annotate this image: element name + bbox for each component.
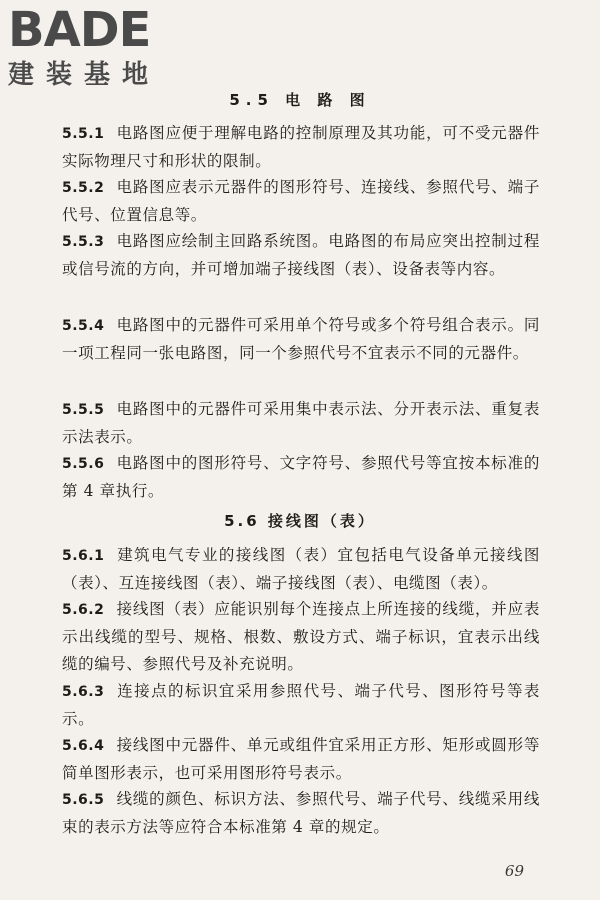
- clause-text: 建筑电气专业的接线图（表）宜包括电气设备单元接线图（表）、互连接线图（表）、端子接线图（表）、电缆图（表）。: [62, 546, 540, 592]
- clause-number: 5.6.4: [62, 738, 105, 754]
- logo-word: BADE: [8, 2, 151, 58]
- clause-number: 5.5.4: [62, 318, 105, 334]
- clause-number: 5.5.2: [62, 180, 105, 196]
- clause-number: 5.6.3: [62, 684, 105, 700]
- clause-5-6-3: [62, 678, 540, 733]
- clause-text: 电路图中的元器件可采用单个符号或多个符号组合表示。同一项工程同一张电路图，同一个参照代号不宜表示不同的元器件。: [62, 316, 540, 362]
- clause-5-5-6: [62, 450, 540, 505]
- clause-5-6-2: [62, 596, 540, 678]
- clause-number: 5.5.5: [62, 402, 105, 418]
- section-title-5-5: 5.5 电 路 图: [229, 91, 371, 109]
- clause-number: 5.5.3: [62, 234, 105, 250]
- clause-text: 电路图中的图形符号、文字符号、参照代号等宜按本标准的第 4 章执行。: [62, 454, 540, 500]
- clause-text: 电路图应表示元器件的图形符号、连接线、参照代号、端子代号、位置信息等。: [62, 178, 540, 224]
- clause-number: 5.6.2: [62, 602, 105, 618]
- clause-text: 接线图（表）应能识别每个连接点上所连接的线缆，并应表示出线缆的型号、规格、根数、敷设方式、端子标识，宜表示出线缆的编号、参照代号及补充说明。: [62, 600, 540, 673]
- page-number: 69: [504, 862, 524, 880]
- logo-subtitle: 建装基地: [8, 60, 161, 90]
- clause-text: 接线图中元器件、单元或组件宜采用正方形、矩形或圆形等简单图形表示，也可采用图形符号表示。: [62, 736, 540, 782]
- section-title-5-6: 5.6 接线图（表）: [224, 512, 376, 530]
- clause-5-5-4: [62, 312, 540, 367]
- clause-5-5-2: [62, 174, 540, 229]
- clause-text: 电路图中的元器件可采用集中表示法、分开表示法、重复表示法表示。: [62, 400, 540, 446]
- clause-text: 电路图应绘制主回路系统图。电路图的布局应突出控制过程或信号流的方向，并可增加端子接线图（表）、设备表等内容。: [62, 232, 540, 278]
- clause-5-6-4: [62, 732, 540, 787]
- clause-5-6-5: [62, 786, 540, 841]
- clause-text: 电路图应便于理解电路的控制原理及其功能，可不受元器件实际物理尺寸和形状的限制。: [62, 124, 540, 170]
- watermark-logo: [8, 4, 178, 91]
- clause-5-5-5: [62, 396, 540, 451]
- clause-number: 5.5.1: [62, 126, 105, 142]
- clause-number: 5.6.1: [62, 548, 105, 564]
- clause-text: 连接点的标识宜采用参照代号、端子代号、图形符号等表示。: [62, 682, 540, 728]
- clause-number: 5.6.5: [62, 792, 105, 808]
- clause-5-5-3: [62, 228, 540, 283]
- clause-number: 5.5.6: [62, 456, 105, 472]
- clause-5-6-1: [62, 542, 540, 597]
- clause-5-5-1: [62, 120, 540, 175]
- clause-text: 线缆的颜色、标识方法、参照代号、端子代号、线缆采用线束的表示方法等应符合本标准第 4 章的规定。: [62, 790, 540, 836]
